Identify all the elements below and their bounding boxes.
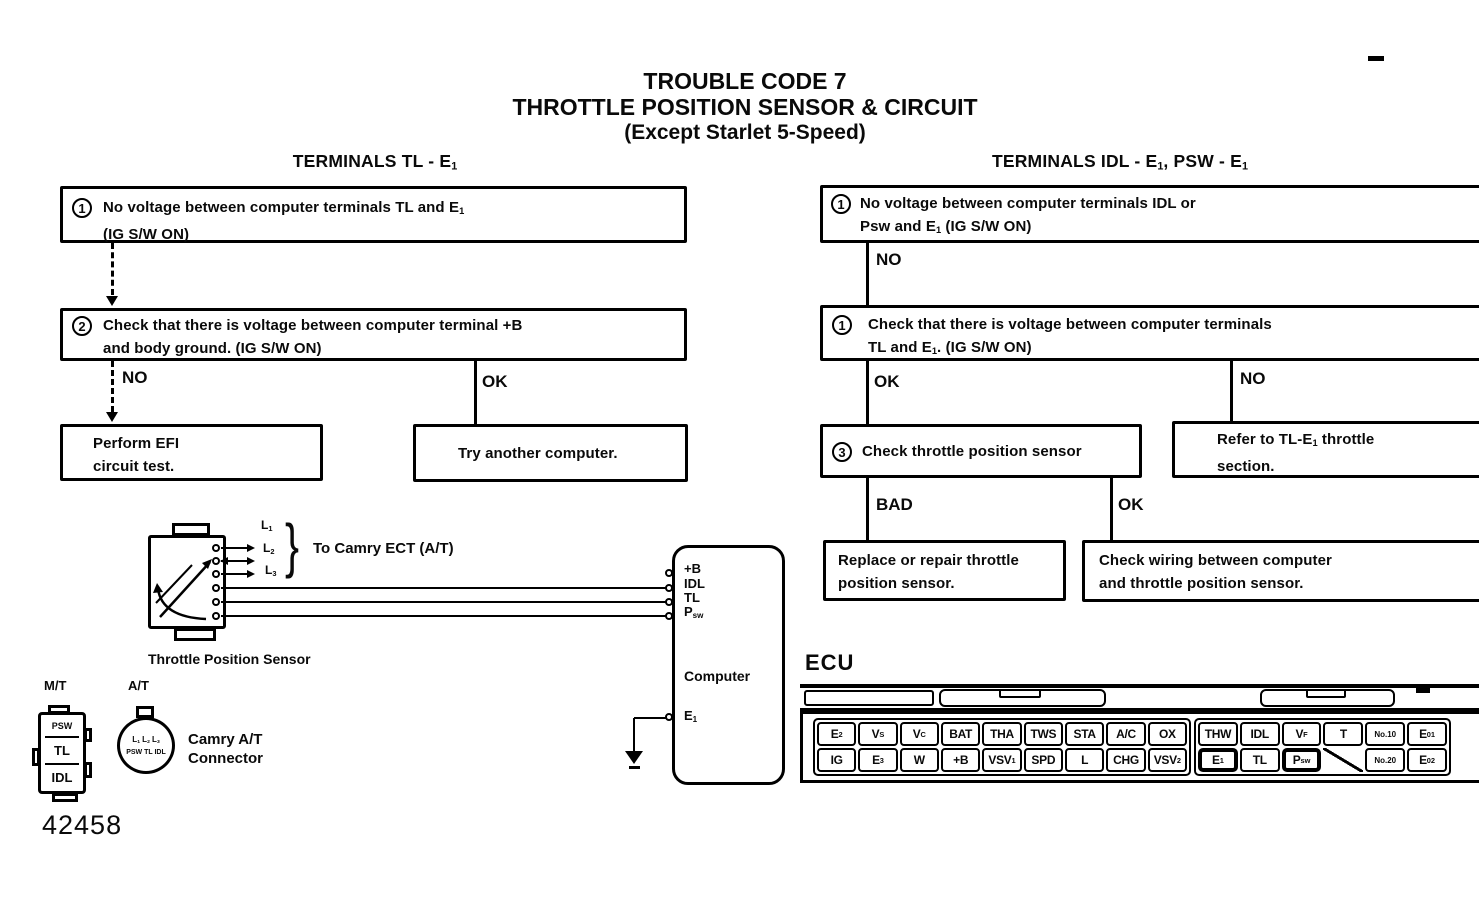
box-text-line: Psw and $E_1$ (IG S/W ON) [860,218,1032,236]
decision-box-3 [820,424,1142,478]
ecu-connector-band [800,684,1479,711]
computer-terminal-b: +B [684,561,701,576]
terminal-dot [212,584,220,592]
at-connector [117,717,175,774]
ecu-terminal-cell: E 02 [1407,748,1447,772]
decision-box-2 [60,308,687,361]
connector-line [1110,478,1113,540]
title-line-2: THROTTLE POSITION SENSOR & CIRCUIT [512,94,978,120]
mt-bottom-tab [52,793,78,802]
right-flowchart-header: TERMINALS IDL - $E_1$, PSW - $E_1$ [991,151,1249,173]
arrow-down-icon [106,296,118,306]
flow-label-no: NO [876,250,902,269]
arrow-right-icon [247,570,255,578]
wire [221,573,249,575]
ecu-terminal-cell: THA [982,722,1021,746]
connector-line [111,243,114,295]
action-box-try-computer [413,424,688,482]
divider [45,736,79,738]
caption-line: Connector [188,750,263,767]
ecu-terminal-cell: V F [1282,722,1322,746]
band-notch [1306,689,1346,698]
mt-connector [38,712,86,794]
terminal-dot [212,612,220,620]
action-box-refer [1172,421,1479,478]
box-text-line: Refer to $TL-E_1$ throttle [1217,431,1375,449]
flow-label-ok: OK [1118,495,1144,514]
ecu-left-terminal-block [813,718,1191,776]
wire-tl [221,601,672,603]
decision-box-1 [820,185,1479,243]
at-connector-label: A/T [128,678,149,693]
ecu-terminal-cell: +B [941,748,980,772]
ecu-terminal-cell: STA [1065,722,1104,746]
box-text-line: Try another computer. [458,444,618,462]
band-segment [804,690,934,706]
ecu-terminal-cell: T [1323,722,1363,746]
connector-line [866,361,869,424]
ecu-terminal-cell: E 3 [858,748,897,772]
computer-label: Computer [684,668,751,684]
at-pins-row2: PSW TL IDL [126,748,166,756]
wire-label-l3: $L_3$ [265,563,277,578]
flow-label-ok: OK [482,372,508,391]
computer-terminal-e1: $E_1$ [684,708,698,724]
wire-label-l1: $L_1$ [261,518,273,533]
ecu-terminal-cell: SPD [1024,748,1063,772]
decision-box-1 [60,186,687,243]
box-text-line: (IG S/W ON) [103,226,190,244]
ground-icon-bar [629,766,640,769]
ecu-terminal-cell: No.20 [1365,748,1405,772]
ecu-terminal-cell: CHG [1106,748,1145,772]
at-pins-row1: $L_1$ $L_2$ $L_3$ [132,735,160,746]
ecu-terminal-cell: TWS [1024,722,1063,746]
connector-line [111,361,114,412]
scan-artifact-dash [1368,56,1384,61]
box-text-line: TL and $E_1$. (IG S/W ON) [868,339,1032,357]
figure-number: 42458 [42,810,123,840]
ecu-right-terminal-block [1194,718,1451,776]
ecu-terminal-cell: E 01 [1407,722,1447,746]
title-line-1: TROUBLE CODE 7 [643,68,847,94]
box-text-line: and body ground. (IG S/W ON) [103,340,322,357]
ecu-terminal-cell: V S [858,722,897,746]
brace-glyph: } [285,512,300,579]
ecu-terminal-cell: TL [1240,748,1280,772]
terminal-dot [665,612,673,620]
ecu-label: ECU [805,650,855,675]
box-text-line: Perform EFI [93,435,180,452]
ecu-terminal-cell: THW [1198,722,1238,746]
step-number: 3 [832,442,852,462]
step-number: 1 [831,194,851,214]
box-text-line: Replace or repair throttle [838,552,1019,569]
wire-idl [221,587,672,589]
ground-icon [625,751,643,764]
ecu-terminal-cell: L [1065,748,1104,772]
ecu-terminal-cell: A/C [1106,722,1145,746]
wire [221,547,249,549]
box-text-line: and throttle position sensor. [1099,575,1304,592]
terminal-dot [665,713,673,721]
ect-note: To Camry ECT (A/T) [313,540,454,557]
computer-terminal-idl: IDL [684,576,705,591]
mt-connector-label: M/T [44,678,67,693]
terminal-dot [212,598,220,606]
computer-terminal-tl: TL [684,590,700,605]
caption-line: Camry A/T [188,731,263,748]
step-number: 1 [832,315,852,335]
connector-line [866,243,869,305]
mt-pin-psw: PSW [51,720,73,731]
computer-terminal-psw: $P_{sw}$ [684,604,704,620]
terminal-dot [665,598,673,606]
ecu-terminal-cell-highlighted-psw: P sw [1282,748,1322,772]
terminal-dot [212,557,220,565]
sensor-label: Throttle Position Sensor [148,651,311,667]
mt-pin-tl: TL [54,742,70,758]
band-mark [1416,688,1430,693]
ecu-terminal-cell: VSV 1 [982,748,1021,772]
arrow-down-icon [106,412,118,422]
wire-e1-drop [633,718,635,752]
flow-label-ok: OK [874,372,900,391]
ecu-terminal-cell: No.10 [1365,722,1405,746]
decision-box-2 [820,305,1479,361]
connector-line [1230,361,1233,422]
terminal-dot [212,544,220,552]
ecu-terminal-cell-highlighted-e1: E 1 [1198,748,1238,772]
box-text-line: position sensor. [838,575,955,592]
connector-line [474,361,477,424]
ecu-terminal-cell: W [900,748,939,772]
terminal-dot [665,569,673,577]
ecu-terminal-table [800,711,1479,783]
sensor-bottom-tab [174,628,216,641]
ecu-terminal-cell: IG [817,748,856,772]
ecu-blank-slash-cell [1323,748,1363,772]
title-line-3: (Except Starlet 5-Speed) [624,121,866,144]
step-number: 1 [72,198,92,218]
flow-label-no: NO [122,368,148,387]
box-text-line: No voltage between computer terminals TL and $E_1$ [103,199,465,217]
ecu-terminal-cell: IDL [1240,722,1280,746]
band-notch [999,689,1041,698]
divider [45,763,79,765]
box-text-line: Check that there is voltage between computer terminals [868,316,1272,333]
ecu-terminal-cell: BAT [941,722,980,746]
box-text-line: section. [1217,458,1275,476]
arrow-right-icon [247,557,255,565]
mt-pin-idl: IDL [51,770,73,786]
arrow-left-icon [220,557,228,565]
box-text-line: Check throttle position sensor [862,442,1082,460]
page-title [450,68,1040,146]
terminal-dot [665,584,673,592]
action-box-replace-sensor [823,540,1066,601]
at-connector-caption [188,730,263,768]
arrow-right-icon [247,544,255,552]
box-text-line: Check that there is voltage between computer terminal +B [103,317,523,334]
ecu-terminal-cell: V C [900,722,939,746]
ecu-terminal-cell: OX [1148,722,1187,746]
terminal-dot [212,570,220,578]
wire-psw [221,615,672,617]
flow-label-bad: BAD [876,495,913,514]
ecu-terminal-cell: VSV 2 [1148,748,1187,772]
box-text-line: Check wiring between computer [1099,552,1332,569]
connector-line [866,478,869,540]
box-text-line: No voltage between computer terminals IDL or [860,195,1196,212]
box-text-line: circuit test. [93,458,175,475]
flow-label-no: NO [1240,369,1266,388]
wire-label-l2: $L_2$ [263,541,275,556]
step-number: 2 [72,316,92,336]
ecu-terminal-cell: E 2 [817,722,856,746]
left-flowchart-header: TERMINALS TL - $E_1$ [292,151,458,173]
action-box-perform-efi [60,424,323,481]
action-box-check-wiring [1082,540,1479,602]
